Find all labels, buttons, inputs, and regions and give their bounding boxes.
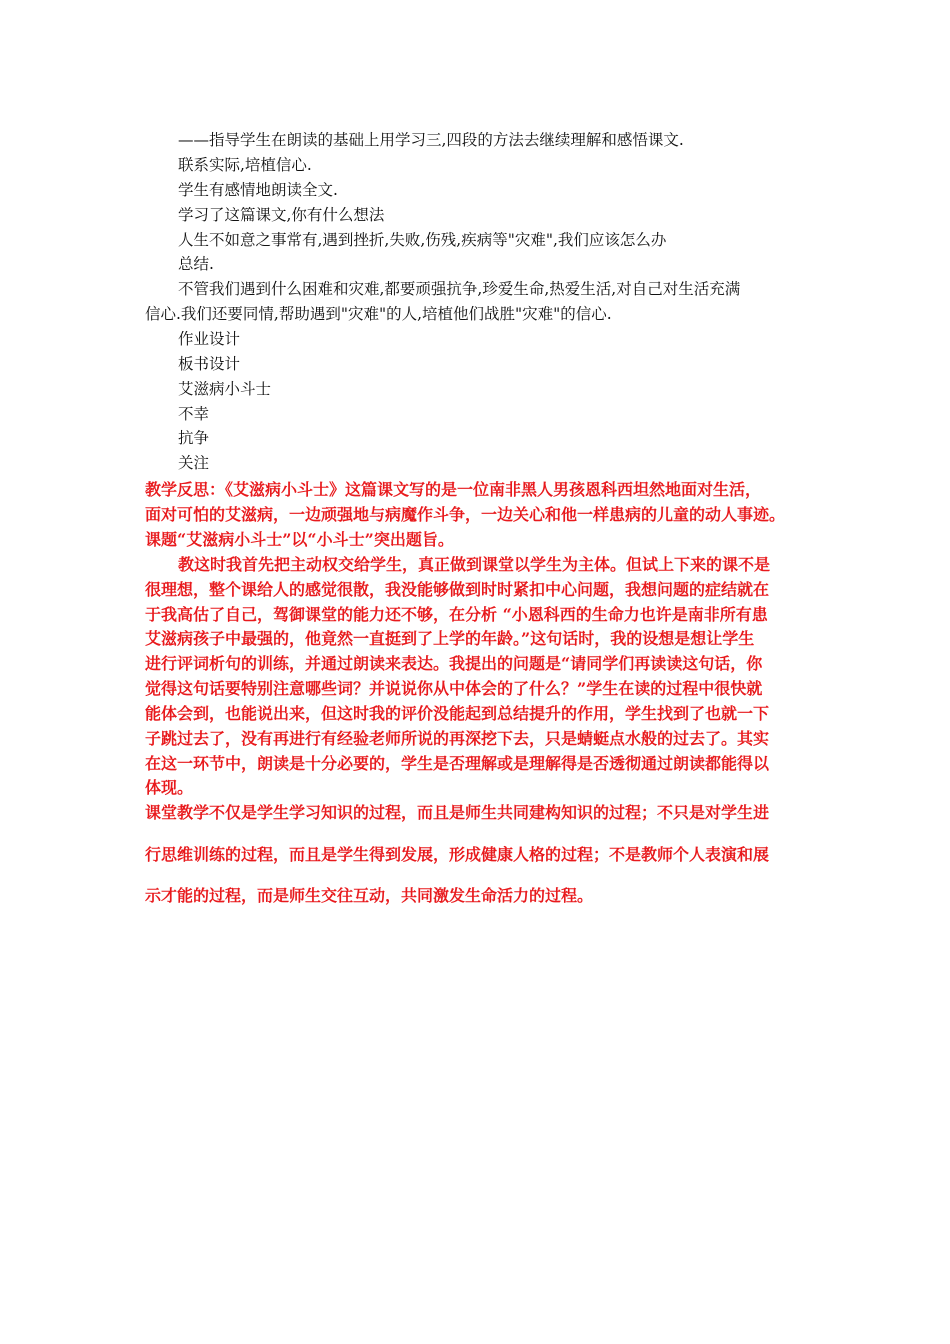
lesson-line: 学习了这篇课文,你有什么想法 (178, 206, 385, 224)
lesson-line: 人生不如意之事常有,遇到挫折,失败,伤残,疾病等"灾难",我们应该怎么办 (178, 231, 667, 249)
lesson-line: 总结. (178, 255, 214, 273)
reflection-line: 能体会到，也能说出来，但这时我的评价没能起到总结提升的作用，学生找到了也就一下 (145, 704, 770, 723)
reflection-line: 体现。 (145, 778, 194, 797)
reflection-line: 在这一环节中，朗读是十分必要的，学生是否理解或是理解得是否透彻通过朗读都能得以 (145, 754, 770, 773)
reflection-line: 子跳过去了，没有再进行有经验老师所说的再深挖下去，只是蜻蜓点水般的过去了。其实 (145, 729, 770, 748)
reflection-line: 觉得这句话要特别注意哪些词？并说说你从中体会的了什么？”学生在读的过程中很快就 (145, 679, 763, 698)
reflection-line: 很理想，整个课给人的感觉很散，我没能够做到时时紧扣中心问题，我想问题的症结就在 (145, 580, 770, 599)
reflection-line: 艾滋病孩子中最强的，他竟然一直挺到了上学的年龄。”这句话时，我的设想是想让学生 (145, 629, 755, 648)
lesson-line: 作业设计 (178, 330, 241, 348)
lesson-line: 不幸 (178, 405, 210, 423)
reflection-line: 教这时我首先把主动权交给学生，真正做到课堂以学生为主体。但试上下来的课不是 (178, 555, 771, 574)
reflection-line: 面对可怕的艾滋病，一边顽强地与病魔作斗争，一边关心和他一样患病的儿童的动人事迹。 (145, 505, 786, 524)
lesson-line: 关注 (178, 454, 210, 472)
lesson-line: 抗争 (178, 429, 210, 447)
reflection-line: 教学反思：《艾滋病小斗士》这篇课文写的是一位南非黑人男孩恩科西坦然地面对生活， (145, 480, 762, 499)
reflection-line: 课堂教学不仅是学生学习知识的过程，而且是师生共同建构知识的过程；不只是对学生进 (145, 803, 770, 822)
lesson-line: ——指导学生在朗读的基础上用学习三,四段的方法去继续理解和感悟课文. (178, 131, 684, 149)
lesson-line: 学生有感情地朗读全文. (178, 181, 338, 199)
reflection-line: 于我高估了自己，驾御课堂的能力还不够，在分析 “小恩科西的生命力也许是南非所有患 (145, 605, 768, 624)
lesson-line: 联系实际,培植信心. (178, 156, 312, 174)
lesson-line: 信心.我们还要同情,帮助遇到"灾难"的人,培植他们战胜"灾难"的信心. (145, 305, 612, 323)
reflection-line: 进行评词析句的训练，并通过朗读来表达。我提出的问题是“请同学们再读读这句话，你 (145, 654, 763, 673)
reflection-line: 示才能的过程，而是师生交往互动，共同激发生命活力的过程。 (145, 886, 594, 905)
lesson-line: 艾滋病小斗士 (178, 380, 272, 398)
reflection-line: 行思维训练的过程，而且是学生得到发展，形成健康人格的过程；不是教师个人表演和展 (145, 845, 770, 864)
lesson-line: 不管我们遇到什么困难和灾难,都要顽强抗争,珍爱生命,热爱生活,对自己对生活充满 (178, 280, 741, 298)
lesson-line: 板书设计 (178, 355, 241, 373)
reflection-line: 课题“艾滋病小斗士”以“小斗士”突出题旨。 (145, 530, 454, 549)
